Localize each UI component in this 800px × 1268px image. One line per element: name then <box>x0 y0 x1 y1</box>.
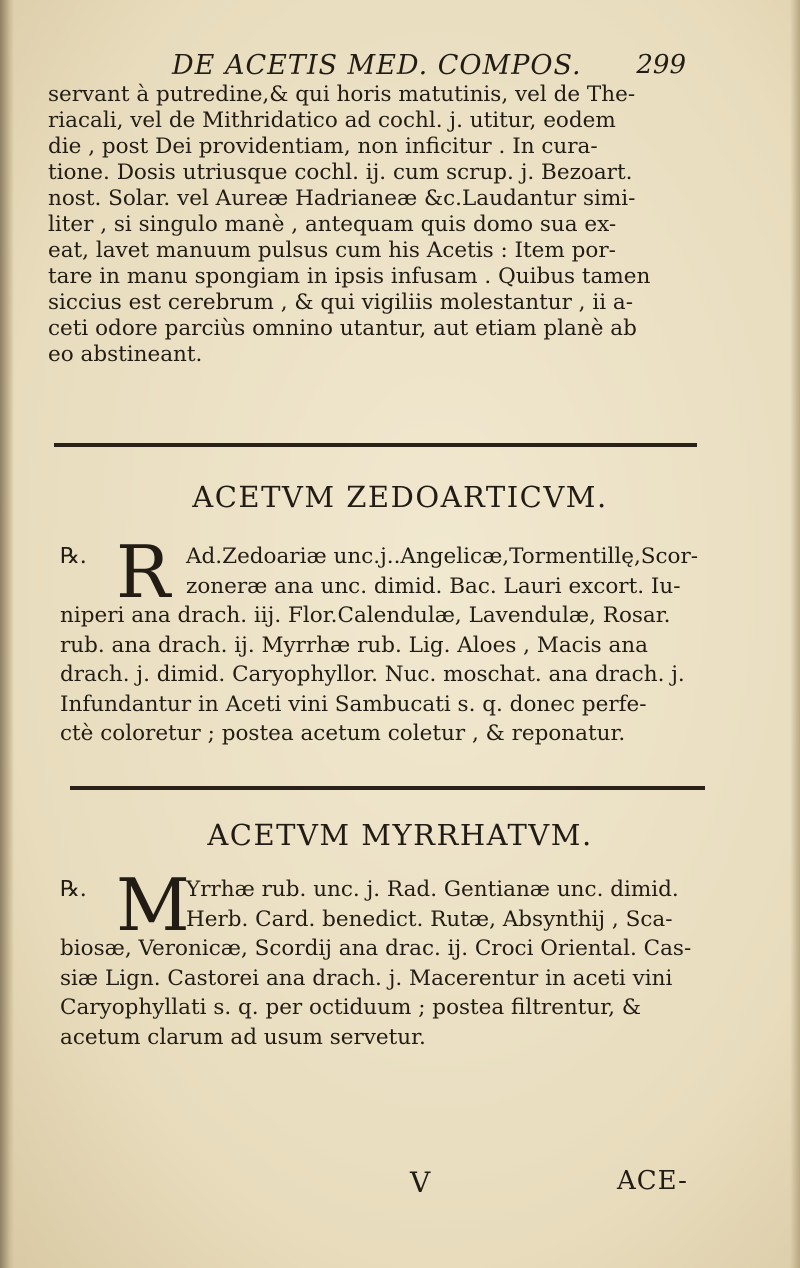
page-edge <box>790 0 800 1268</box>
drop-cap: R <box>116 530 171 614</box>
text-line: Yrrhæ rub. unc. j. Rad. Gentianæ unc. dimid. <box>186 877 679 902</box>
text-line: nost. Solar. vel Aureæ Hadrianeæ &c.Laudantur simi- <box>48 186 636 211</box>
text-line: ctè coloretur ; postea acetum coletur , & reponatur. <box>60 721 626 746</box>
text-line: tione. Dosis utriusque cochl. ij. cum scrup. j. Bezoart. <box>48 160 633 185</box>
section-divider <box>70 786 705 790</box>
section-divider <box>54 443 697 447</box>
text-line: servant à putredine,& qui horis matutinis, vel de The- <box>48 82 636 107</box>
text-line: Infundantur in Aceti vini Sambucati s. q. donec perfe- <box>60 691 647 717</box>
text-line: tare in manu spongiam in ipsis infusam . Quibus tamen <box>48 264 651 289</box>
recipe-symbol: ℞. <box>60 544 87 569</box>
recipe-myrrhatum <box>60 863 710 1052</box>
catchword: ACE- <box>617 1166 688 1196</box>
text-line: eo abstineant. <box>48 342 203 367</box>
intro-paragraph <box>48 82 708 368</box>
text-line: siæ Lign. Castorei ana drach. j. Macerentur in aceti vini <box>60 965 673 991</box>
text-line: niperi ana drach. iij. Flor.Calendulæ, Lavendulæ, Rosar. <box>60 603 671 628</box>
text-line: ceti odore parciùs omnino utantur, aut etiam planè ab <box>48 316 637 341</box>
running-title: DE ACETIS MED. COMPOS. <box>172 50 582 81</box>
text-line: liter , si singulo manè , antequam quis domo sua ex- <box>48 212 617 237</box>
text-line: acetum clarum ad usum servetur. <box>60 1024 426 1050</box>
recipe-zedoarticum <box>60 530 710 749</box>
page-number: 299 <box>636 50 686 80</box>
text-line: die , post Dei providentiam, non inficitur . In cura- <box>48 134 598 159</box>
page-gutter-shadow <box>0 0 14 1268</box>
page-header <box>60 50 710 86</box>
signature-mark: V <box>410 1166 431 1199</box>
text-line: zoneræ ana unc. dimid. Bac. Lauri excort. Iu- <box>186 573 681 599</box>
text-line: eat, lavet manuum pulsus cum his Acetis : Item por- <box>48 238 616 263</box>
text-line: siccius est cerebrum , & qui vigiliis molestantur , ii a- <box>48 290 634 315</box>
text-line: drach. j. dimid. Caryophyllor. Nuc. moschat. ana drach. j. <box>60 662 685 687</box>
text-line: biosæ, Veronicæ, Scordij ana drac. ij. Croci Oriental. Cas- <box>60 936 692 961</box>
text-line: Herb. Card. benedict. Rutæ, Absynthij , Sca- <box>186 906 673 932</box>
drop-cap: M <box>116 863 190 947</box>
section-heading-myrrhatum: ACETVM MYRRHATVM. <box>207 818 593 852</box>
text-line: Ad.Zedoariæ unc.j..Angelicæ,Tormentillę,Scor- <box>186 544 699 569</box>
text-line: rub. ana drach. ij. Myrrhæ rub. Lig. Aloes , Macis ana <box>60 632 648 658</box>
section-heading-zedoarticum: ACETVM ZEDOARTICVM. <box>192 480 608 514</box>
text-line: riacali, vel de Mithridatico ad cochl. j. utitur, eodem <box>48 108 616 133</box>
page-footer <box>0 1166 800 1206</box>
text-line: Caryophyllati s. q. per octiduum ; postea filtrentur, & <box>60 995 641 1020</box>
recipe-symbol: ℞. <box>60 877 87 902</box>
